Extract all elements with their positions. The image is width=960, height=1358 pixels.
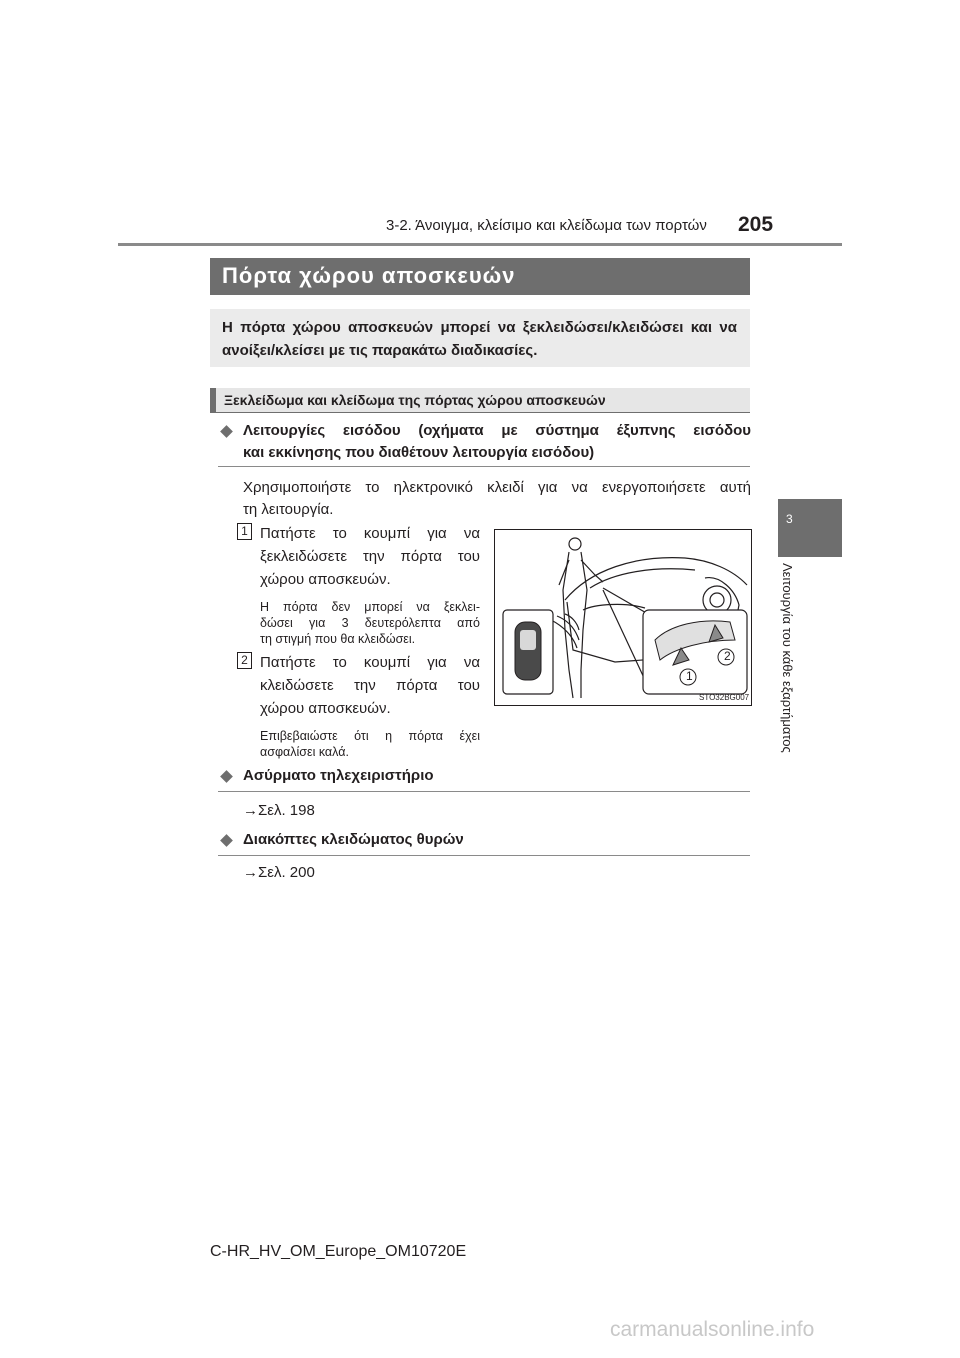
subsection-bar — [210, 388, 750, 413]
callout-1: 1 — [686, 669, 693, 683]
trunk-key-illustration — [494, 529, 752, 706]
watermark: carmanualsonline.info — [610, 1318, 815, 1341]
step1-line1: Πατήστε το κουμπί για να — [260, 525, 480, 542]
door-switch-page-ref: →Σελ. 200 — [243, 864, 315, 881]
step-number-2: 2 — [237, 652, 252, 669]
door-switch-heading: Διακόπτες κλειδώματος θυρών — [243, 831, 464, 848]
entry-description-line1: Χρησιμοποιήστε το ηλεκτρονικό κλειδί για να ενεργοποιήσετε αυτή — [243, 479, 751, 496]
heading-rule — [218, 855, 750, 856]
step2-line2: κλειδώσετε την πόρτα του — [260, 677, 480, 694]
diamond-bullet-icon — [220, 425, 233, 438]
entry-description-line2: τη λειτουργία. — [243, 501, 334, 518]
step1-line3: χώρου αποσκευών. — [260, 571, 391, 588]
page-title-bar — [210, 258, 750, 295]
chapter-number: 3 — [786, 512, 793, 526]
intro-box — [210, 309, 750, 367]
entry-heading-line1: Λειτουργίες εισόδου (οχήματα με σύστημα έξυπνης εισόδου — [243, 422, 751, 439]
heading-rule — [218, 791, 750, 792]
figure-code: STO32BG007 — [699, 693, 750, 702]
entry-heading-line2: και εκκίνησης που διαθέτουν λειτουργία εισόδου) — [243, 444, 595, 461]
page-title: Πόρτα χώρου αποσκευών — [222, 263, 516, 288]
step1-note-line1: Η πόρτα δεν μπορεί να ξεκλει- — [260, 600, 480, 614]
heading-rule — [218, 466, 750, 467]
footer-doc-code: C-HR_HV_OM_Europe_OM10720E — [210, 1243, 467, 1260]
intro-text: Η πόρτα χώρου αποσκευών μπορεί να ξεκλειδώσει/κλειδώσει και να ανοίξει/κλείσει με τις παρακάτω διαδικασίες. — [222, 319, 737, 359]
wireless-heading: Ασύρματο τηλεχειριστήριο — [243, 767, 434, 784]
callout-2: 2 — [724, 649, 731, 663]
header-rule — [118, 243, 842, 246]
step1-note-line2: δώσει για 3 δευτερόλεπτα από — [260, 616, 480, 630]
diamond-bullet-icon — [220, 770, 233, 783]
step1-line2: ξεκλειδώσετε την πόρτα του — [260, 548, 480, 565]
step2-note-line2: ασφαλίσει καλά. — [260, 745, 349, 759]
wireless-page-ref: →Σελ. 198 — [243, 802, 315, 819]
illustration-svg — [495, 530, 751, 705]
running-header-section: 3-2. Άνοιγμα, κλείσιμο και κλείδωμα των πορτών — [386, 217, 707, 234]
step-number-1: 1 — [237, 523, 252, 540]
step1-note-line3: τη στιγμή που θα κλειδώσει. — [260, 632, 416, 646]
diamond-bullet-icon — [220, 834, 233, 847]
step2-note-line1: Επιβεβαιώστε ότι η πόρτα έχει — [260, 729, 480, 743]
chapter-title: Λειτουργία του κάθε εξαρτήματος — [780, 563, 795, 753]
step2-line3: χώρου αποσκευών. — [260, 700, 391, 717]
chapter-side-label — [780, 563, 820, 793]
chapter-tab — [778, 499, 842, 557]
subsection-title: Ξεκλείδωμα και κλείδωμα της πόρτας χώρου αποσκευών — [224, 392, 606, 408]
page-number: 205 — [738, 213, 774, 236]
step2-line1: Πατήστε το κουμπί για να — [260, 654, 480, 671]
